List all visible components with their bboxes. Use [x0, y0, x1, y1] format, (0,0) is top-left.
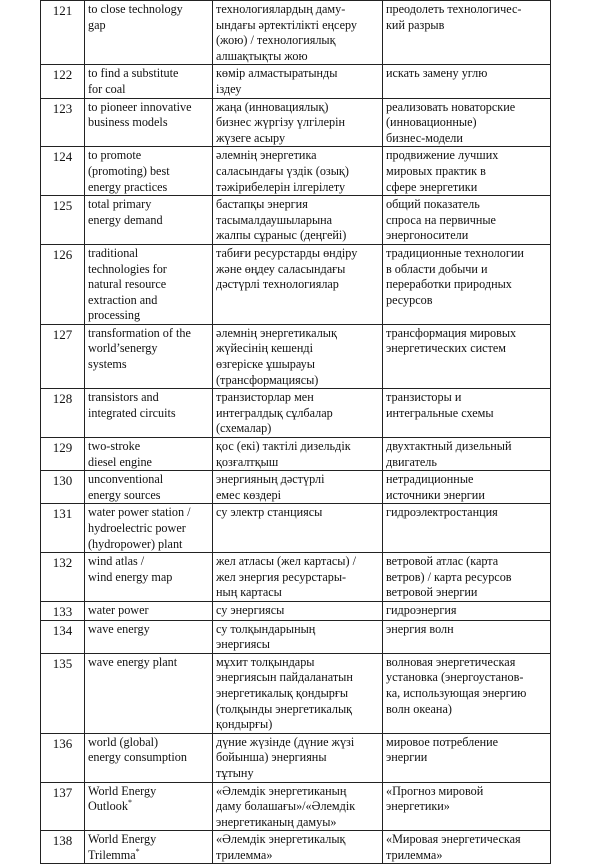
kazakh-term: қос (екі) тактілі дизельдік қозғалтқыш	[216, 439, 351, 469]
russian-term: трансформация мировых энергетических систем	[386, 325, 517, 356]
table-row	[41, 553, 551, 602]
kazakh-term: «Әлемдік энергетиканың даму болашағы»/«Әлемдік энергетиканың дамуы»	[216, 783, 356, 829]
english-term: transistors and integrated circuits	[88, 390, 176, 420]
table-row	[41, 1, 551, 65]
kazakh-term: «Әлемдік энергетикалық трилемма»	[216, 832, 346, 862]
table-row	[41, 601, 551, 620]
table-row	[41, 324, 551, 388]
table-row	[41, 147, 551, 196]
kazakh-term: су энергиясы	[216, 602, 285, 617]
kazakh-term-cell	[213, 1, 383, 65]
kazakh-term-cell	[213, 98, 383, 147]
russian-term-cell	[383, 147, 551, 196]
table-row	[41, 98, 551, 147]
english-term-cell	[85, 733, 213, 782]
table-row	[41, 389, 551, 438]
russian-term-cell	[383, 620, 551, 653]
kazakh-term-cell	[213, 196, 383, 245]
russian-term-cell	[383, 601, 551, 620]
russian-term: гидроэнергия	[386, 602, 457, 617]
footnote-marker: *	[135, 846, 140, 856]
russian-term-cell	[383, 196, 551, 245]
table-row	[41, 504, 551, 553]
row-number: 136	[41, 733, 85, 782]
english-term: wave energy	[88, 621, 150, 636]
russian-term-cell	[383, 244, 551, 324]
english-term-cell	[85, 438, 213, 471]
row-number: 132	[41, 553, 85, 602]
english-term-cell	[85, 196, 213, 245]
row-number: 129	[41, 438, 85, 471]
row-number: 134	[41, 620, 85, 653]
english-term: two-stroke diesel engine	[88, 439, 152, 469]
russian-term-cell	[383, 1, 551, 65]
table-row	[41, 244, 551, 324]
english-term: to close technology gap	[88, 2, 183, 32]
english-term: water power station / hydroelectric power (hydropower) plant	[88, 505, 191, 551]
english-term-cell	[85, 65, 213, 98]
kazakh-term-cell	[213, 733, 383, 782]
kazakh-term: технологиялардың даму- ындағы әртектілікті еңсеру (жою) / технологиялық алшақтықты жою	[216, 2, 358, 63]
english-term-cell	[85, 147, 213, 196]
row-number: 128	[41, 389, 85, 438]
russian-term-cell	[383, 782, 551, 831]
english-term: water power	[88, 602, 149, 617]
russian-term: продвижение лучших мировых практик в сфере энергетики	[386, 148, 499, 194]
kazakh-term-cell	[213, 244, 383, 324]
table-row	[41, 620, 551, 653]
kazakh-term: табиғи ресурстарды өндіру және өңдеу саласындағы дәстүрлі технологиялар	[216, 245, 358, 292]
row-number: 137	[41, 782, 85, 831]
row-number: 133	[41, 601, 85, 620]
row-number: 127	[41, 324, 85, 388]
russian-term: мировое потребление энергии	[386, 734, 499, 765]
english-term-cell	[85, 620, 213, 653]
kazakh-term: су электр станциясы	[216, 505, 323, 520]
row-number: 135	[41, 653, 85, 733]
english-term-cell	[85, 471, 213, 504]
english-term: to promote (promoting) best energy practices	[88, 148, 170, 194]
glossary-table	[40, 0, 551, 864]
russian-term: транзисторы и интегральные схемы	[386, 390, 494, 420]
row-number: 122	[41, 65, 85, 98]
kazakh-term-cell	[213, 324, 383, 388]
row-number: 121	[41, 1, 85, 65]
kazakh-term: мұхит толқындары энергиясын пайдаланатын энергетикалық қондырғы (толқынды энергетикалық қондырғы)	[216, 654, 353, 732]
russian-term-cell	[383, 98, 551, 147]
table-row	[41, 782, 551, 831]
russian-term-cell	[383, 653, 551, 733]
russian-term-cell	[383, 471, 551, 504]
english-term: wind atlas / wind energy map	[88, 554, 173, 584]
kazakh-term-cell	[213, 438, 383, 471]
russian-term: волновая энергетическая установка (энергоустанов- ка, использующая энергию волн океана)	[386, 654, 527, 716]
row-number: 138	[41, 831, 85, 864]
russian-term: искать замену углю	[386, 66, 488, 81]
footnote-marker: *	[127, 798, 132, 808]
russian-term-cell	[383, 65, 551, 98]
table-row	[41, 653, 551, 733]
table-row	[41, 438, 551, 471]
english-term: traditional technologies for natural resource extraction and processing	[88, 245, 167, 323]
kazakh-term: жел атласы (жел картасы) / жел энергия ресурстары- ның картасы	[216, 554, 356, 600]
kazakh-term-cell	[213, 471, 383, 504]
russian-term: «Мировая энергетическая трилемма»	[386, 832, 521, 862]
russian-term: «Прогноз мировой энергетики»	[386, 783, 484, 814]
russian-term: общий показатель спроса на первичные энергоносители	[386, 197, 496, 243]
kazakh-term-cell	[213, 782, 383, 831]
kazakh-term: әлемнің энергетика саласындағы үздік (озық) тәжірибелерін ілгерілету	[216, 148, 349, 194]
russian-term-cell	[383, 733, 551, 782]
russian-term-cell	[383, 438, 551, 471]
russian-term: нетрадиционные источники энергии	[386, 472, 485, 502]
table-row	[41, 196, 551, 245]
english-term: to pioneer innovative business models	[88, 99, 192, 130]
kazakh-term: әлемнің энергетикалық жүйесінің кешенді өзгеріске ұшырауы (трансформациясы)	[216, 325, 337, 387]
english-term: World Energy Outlook	[88, 783, 157, 814]
row-number: 123	[41, 98, 85, 147]
english-term-cell	[85, 324, 213, 388]
russian-term: преодолеть технологичес- кий разрыв	[386, 2, 522, 32]
english-term-cell	[85, 389, 213, 438]
row-number: 124	[41, 147, 85, 196]
kazakh-term-cell	[213, 601, 383, 620]
table-row	[41, 733, 551, 782]
english-term: wave energy plant	[88, 654, 178, 669]
russian-term: ветровой атлас (карта ветров) / карта ресурсов ветровой энергии	[386, 554, 512, 600]
kazakh-term-cell	[213, 653, 383, 733]
kazakh-term-cell	[213, 65, 383, 98]
english-term: to find a substitute for coal	[88, 66, 179, 96]
table-row	[41, 471, 551, 504]
english-term-cell	[85, 504, 213, 553]
english-term-cell	[85, 601, 213, 620]
russian-term-cell	[383, 389, 551, 438]
kazakh-term-cell	[213, 504, 383, 553]
russian-term-cell	[383, 324, 551, 388]
english-term-cell	[85, 244, 213, 324]
russian-term-cell	[383, 504, 551, 553]
russian-term: двухтактный дизельный двигатель	[386, 439, 512, 469]
table-row	[41, 65, 551, 98]
english-term-cell	[85, 831, 213, 864]
english-term: total primary energy demand	[88, 197, 163, 227]
russian-term: реализовать новаторские (инновационные) бизнес-модели	[386, 99, 516, 145]
kazakh-term-cell	[213, 147, 383, 196]
english-term: transformation of the world’senergy systems	[88, 325, 191, 372]
glossary-body	[41, 1, 551, 864]
russian-term: традиционные технологии в области добычи и переработки природных ресурсов	[386, 245, 524, 307]
row-number: 126	[41, 244, 85, 324]
table-row	[41, 831, 551, 864]
row-number: 125	[41, 196, 85, 245]
english-term: World Energy Trilemma	[88, 832, 157, 862]
english-term-cell	[85, 1, 213, 65]
kazakh-term: энергияның дәстүрлі емес көздері	[216, 472, 325, 502]
english-term: world (global) energy consumption	[88, 734, 187, 765]
kazakh-term-cell	[213, 553, 383, 602]
english-term-cell	[85, 98, 213, 147]
kazakh-term: су толқындарының энергиясы	[216, 621, 316, 652]
russian-term-cell	[383, 831, 551, 864]
kazakh-term-cell	[213, 389, 383, 438]
row-number: 130	[41, 471, 85, 504]
english-term-cell	[85, 782, 213, 831]
row-number: 131	[41, 504, 85, 553]
kazakh-term: транзисторлар мен интегралдық сұлбалар (схемалар)	[216, 390, 333, 436]
russian-term: гидроэлектростанция	[386, 505, 498, 520]
kazakh-term: дүние жүзінде (дүние жүзі бойынша) энергияны тұтыну	[216, 734, 355, 780]
english-term: unconventional energy sources	[88, 472, 164, 502]
kazakh-term: жаңа (инновациялық) бизнес жүргізу үлгілерін жүзеге асыру	[216, 99, 345, 145]
russian-term: энергия волн	[386, 621, 454, 636]
kazakh-term: бастапқы энергия тасымалдаушыларына жалпы сұраныс (деңгейі)	[216, 197, 347, 243]
russian-term-cell	[383, 553, 551, 602]
kazakh-term: көмір алмастыратынды іздеу	[216, 66, 338, 96]
kazakh-term-cell	[213, 831, 383, 864]
kazakh-term-cell	[213, 620, 383, 653]
english-term-cell	[85, 653, 213, 733]
english-term-cell	[85, 553, 213, 602]
